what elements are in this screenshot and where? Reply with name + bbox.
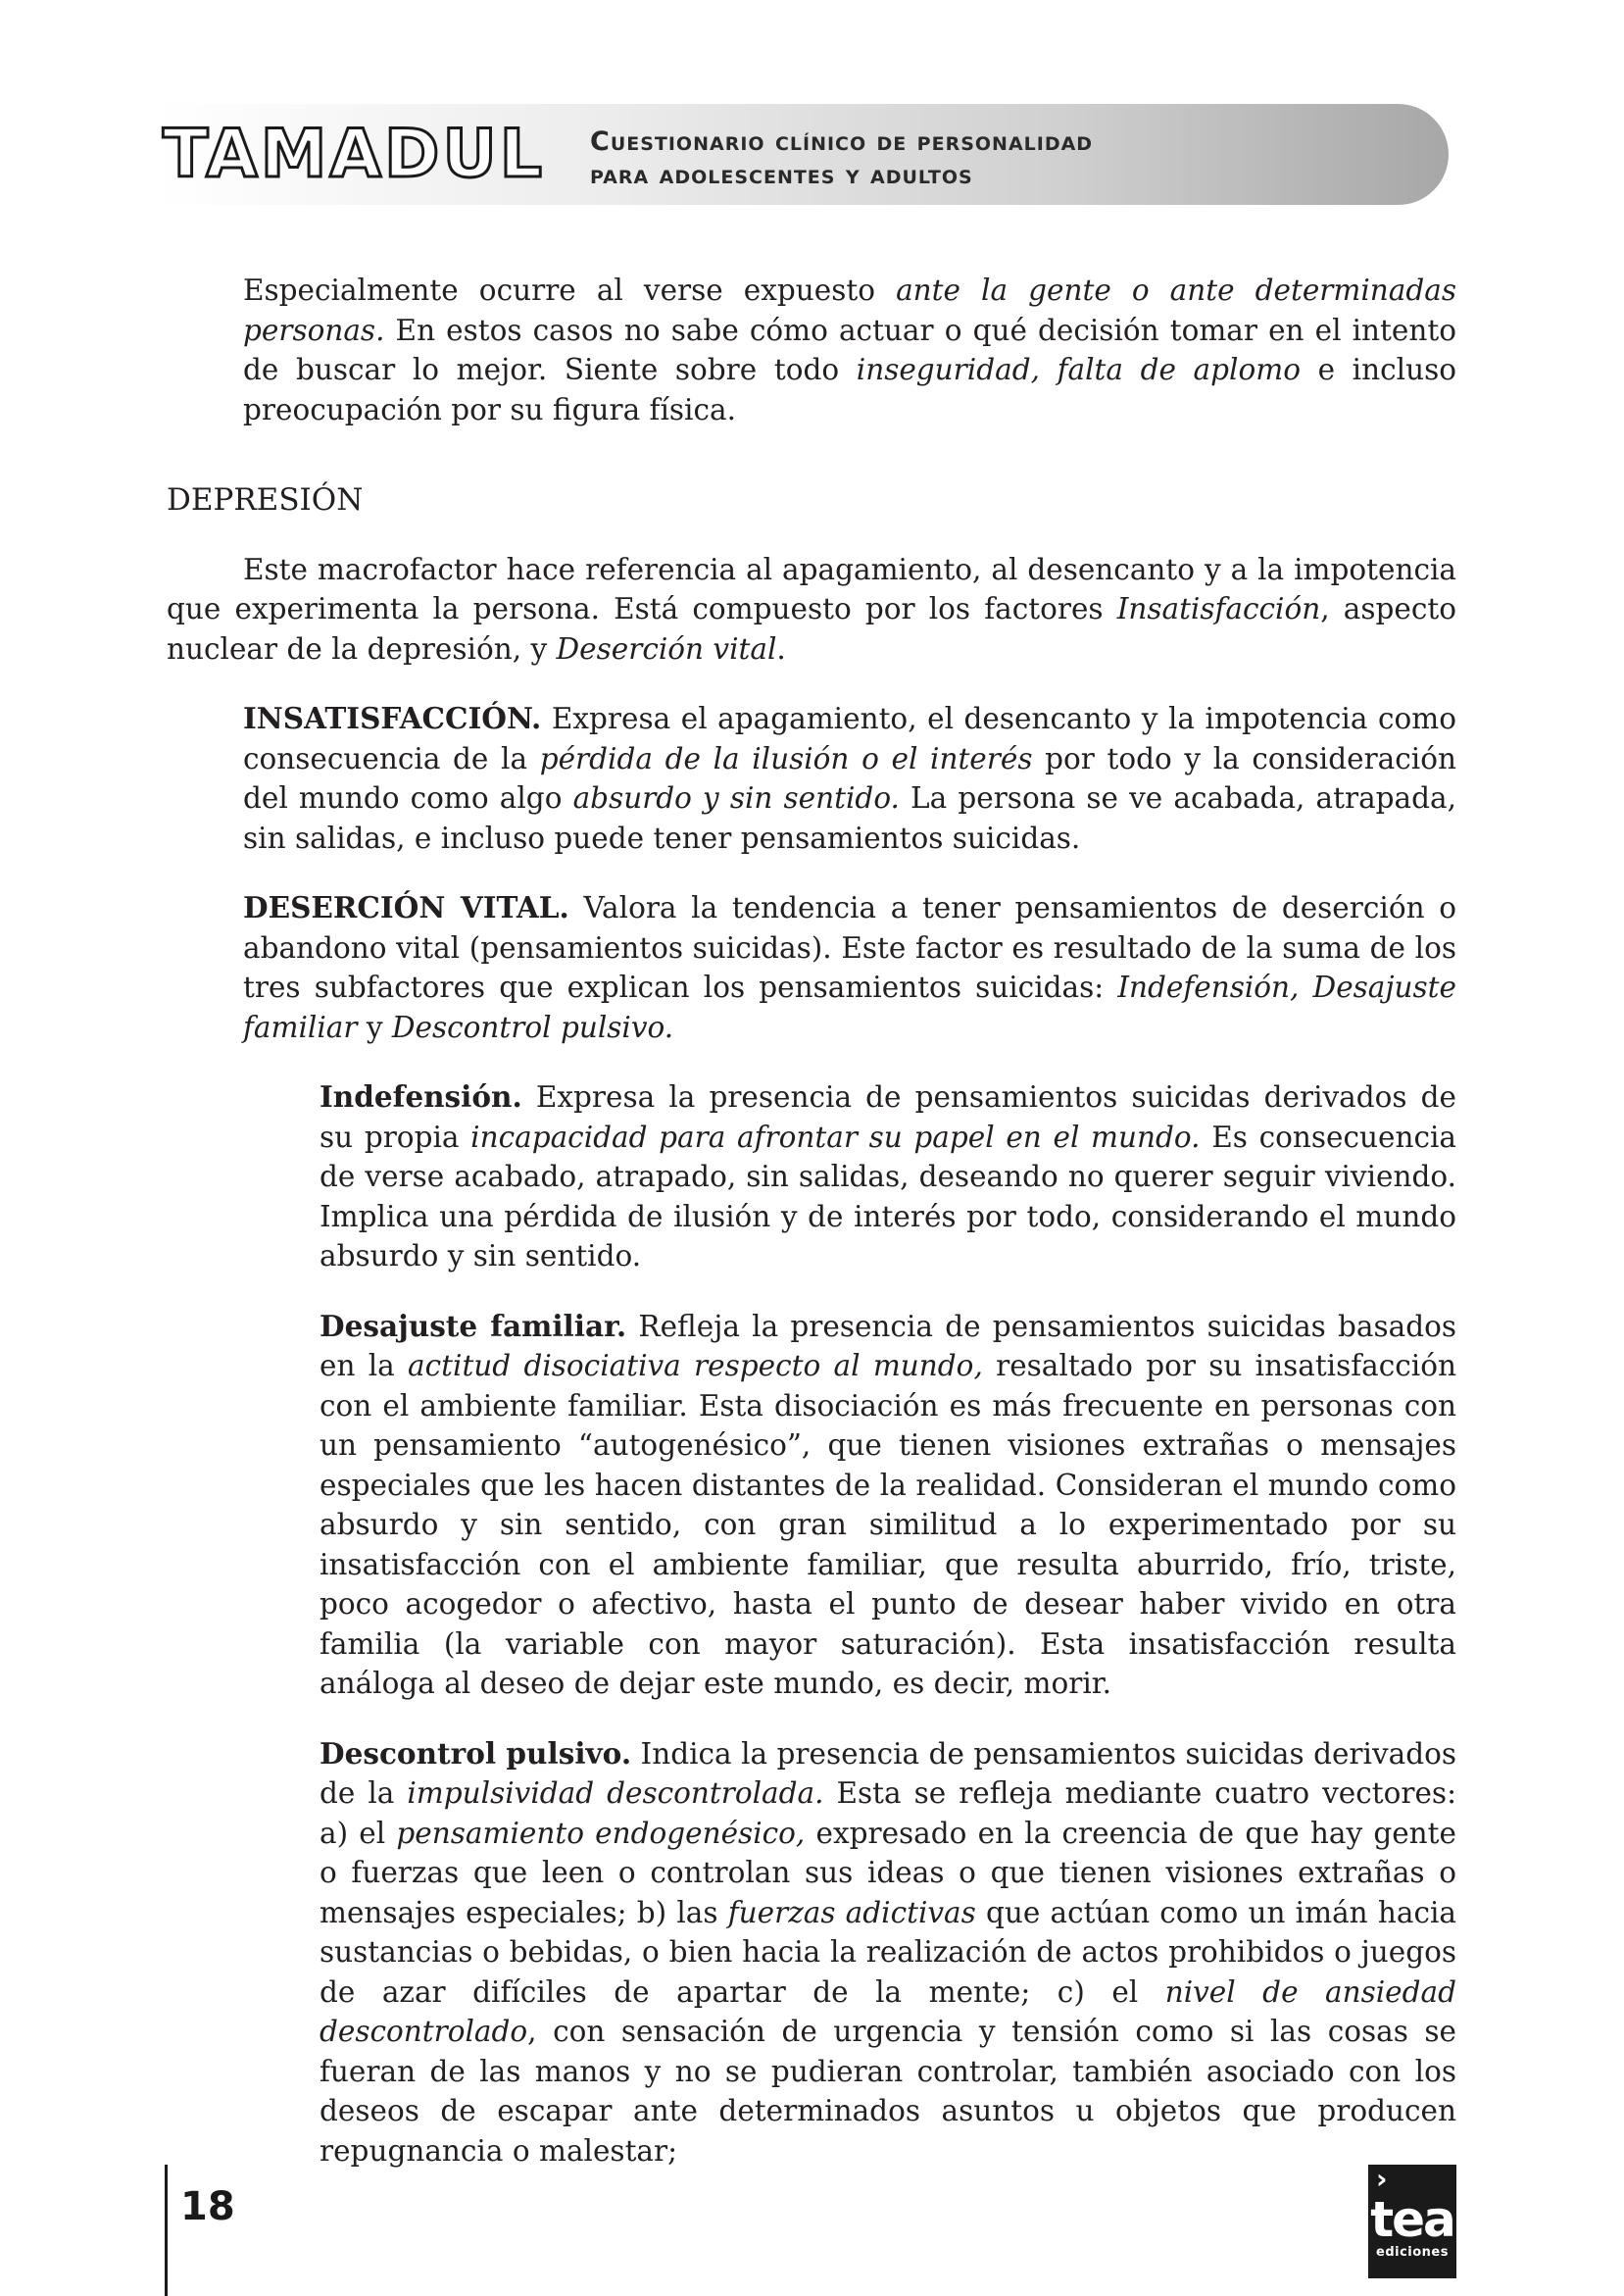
tea-logo	[1368, 2165, 1456, 2278]
desercion-paragraph: DESERCIÓN VITAL. Valora la tendencia a tener pensamientos de deserción o abandono vital (pensamientos suicidas). Este factor es resultado de la suma de los tres subfactores que explican los pensamientos suicidas: Indefensión, Desajuste familiar y Descontrol pulsivo.	[243, 890, 1456, 1044]
intro-paragraph: Especialmente ocurre al verse expuesto ante la gente o ante determinadas personas. En estos casos no sabe cómo actuar o qué decisión tomar en el intento de buscar lo mejor. Siente sobre todo inseguridad, falta de aplomo e incluso preocupación por su figura física.	[243, 274, 1457, 426]
indefension-paragraph: Indefensión. Expresa la presencia de pensamientos suicidas derivados de su propia incapacidad para afrontar su papel en el mundo. Es consecuencia de verse acabado, atrapado, sin salidas, deseando no querer seguir viviendo. Implica una pérdida de ilusión y de interés por todo, considerando el mundo absurdo y sin sentido.	[320, 1079, 1456, 1273]
brand-title: TAMADUL	[163, 116, 546, 193]
insatisfaccion-paragraph: INSATISFACCIÓN. Expresa el apagamiento, el desencanto y la impotencia como consecuencia de la pérdida de la ilusión o el interés por todo y la consideración del mundo como algo absurdo y sin sentido. La persona se ve acabada, atrapada, sin salidas, e incluso puede tener pensamientos suicidas.	[243, 701, 1456, 855]
desercion-label: DESERCIÓN VITAL.	[243, 890, 569, 924]
page-number: 18	[180, 2184, 235, 2229]
descontrol-label: Descontrol pulsivo.	[320, 1735, 632, 1771]
subtitle-line-1: Cuestionario clínico de personalidad	[590, 126, 1094, 157]
logo-subtext: ediciones	[1376, 2245, 1449, 2260]
desajuste-label: Desajuste familiar.	[320, 1308, 627, 1343]
subtitle-line-2: para adolescentes y adultos	[590, 160, 973, 190]
header-subtitle	[590, 125, 1093, 192]
desajuste-paragraph: Desajuste familiar. Refleja la presencia de pensamientos suicidas basados en la actitud disociativa respecto al mundo, resaltado por su insatisfacción con el ambiente familiar. Esta disociación es más frecuente en personas con un pensamiento “autogenésico”, que tienen visiones extrañas o mensajes especiales que les hacen distantes de la realidad. Consideran el mundo como absurdo y sin sentido, con gran similitud a lo experimentado por su insatisfacción con el ambiente familiar, que resulta aburrido, frío, triste, poco acogedor o afectivo, hasta el punto de desear haber vivido en otra familia (la variable con mayor saturación). Esta insatisfacción resulta análoga al deseo de dejar este mundo, es decir, morir.	[320, 1308, 1457, 1700]
logo-mark-icon: ›	[1376, 2163, 1388, 2195]
page-content	[167, 271, 1456, 2171]
section-paragraph: Este macrofactor hace referencia al apagamiento, al desencanto y a la impotencia que experimenta la persona. Está compuesto por los factores Insatisfacción, aspecto nuclear de la depresión, y Deserción vital.	[167, 552, 1456, 666]
descontrol-paragraph: Descontrol pulsivo. Indica la presencia de pensamientos suicidas derivados de la impulsividad descontrolada. Esta se refleja mediante cuatro vectores: a) el pensamiento endogenésico, expresado en la creencia de que hay gente o fuerzas que leen o controlan sus ideas o que tienen visiones extrañas o mensajes especiales; b) las fuerzas adictivas que actúan como un imán hacia sustancias o bebidas, o bien hacia la realización de actos prohibidos o juegos de azar difíciles de apartar de la mente; c) el nivel de ansiedad descontrolado, con sensación de urgencia y tensión como si las cosas se fueran de las manos y no se pudieran controlar, también asociado con los deseos de escapar ante determinados asuntos u objetos que producen repugnancia o malestar;	[320, 1735, 1457, 2168]
insatisfaccion-label: INSATISFACCIÓN.	[243, 701, 542, 735]
footer-divider	[165, 2165, 168, 2296]
indefension-label: Indefensión.	[320, 1079, 522, 1114]
logo-word: tea	[1370, 2191, 1454, 2248]
section-heading: DEPRESIÓN	[167, 482, 364, 518]
